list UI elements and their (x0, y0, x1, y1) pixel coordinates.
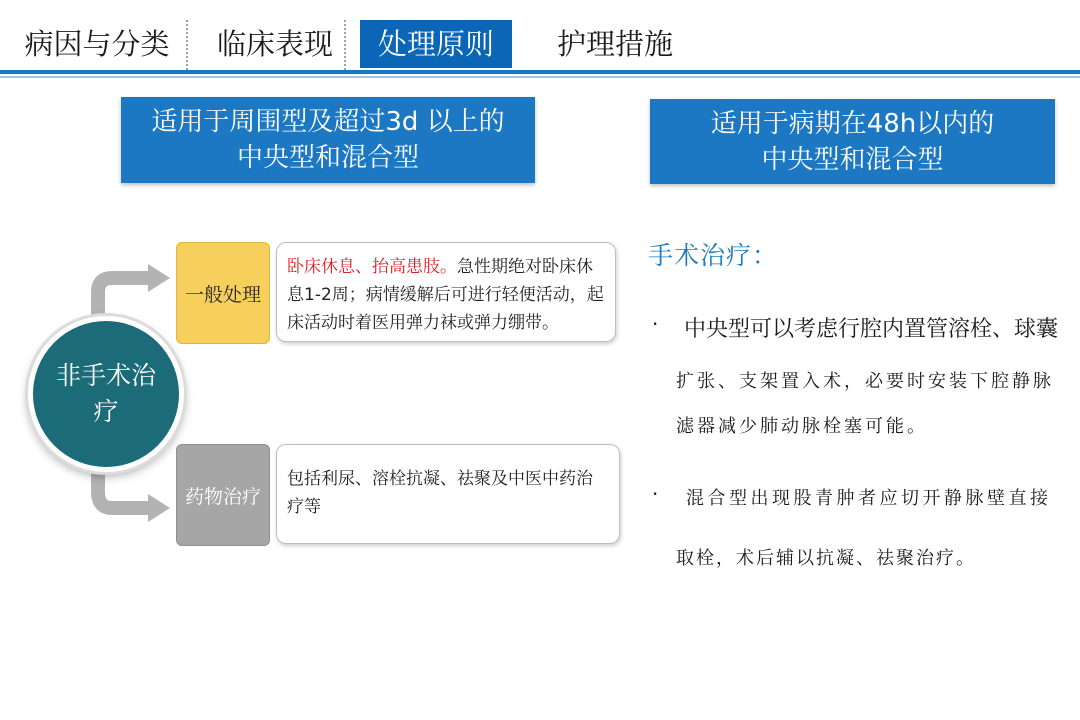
drug-treatment-label: 药物治疗 (176, 444, 270, 546)
surgery-p1-line1: 中央型可以考虑行腔内置管溶栓、球囊 (684, 317, 1059, 342)
general-treatment-desc (276, 242, 616, 342)
arrow-up-icon (98, 278, 150, 320)
arrow-down-head-icon (148, 494, 170, 522)
surgery-p2-line1: 混合型出现股青肿者应切开静脉壁直接 (686, 488, 1052, 509)
surgery-title: 手术治疗： (648, 241, 779, 270)
tab-nursing[interactable]: 护理措施 (556, 27, 673, 61)
arrow-up-head-icon (148, 264, 170, 292)
tab-etiology[interactable]: 病因与分类 (24, 27, 170, 61)
tab-clinical[interactable]: 临床表现 (216, 27, 333, 61)
general-treatment-label: 一般处理 (176, 242, 270, 344)
surgery-p1-line3: 滤器减少肺动脉栓塞可能。 (676, 416, 928, 437)
bullet-1: · (652, 312, 659, 336)
tab-treatment-principles[interactable]: 处理原则 (360, 20, 512, 68)
bullet-2: · (652, 482, 659, 506)
general-highlight-text: 卧床休息、抬高患肢。 (287, 257, 457, 277)
right-header-line2: 中央型和混合型 (761, 144, 944, 175)
left-header-line2: 中央型和混合型 (236, 143, 419, 173)
general-body-text: 急性期绝对卧床休息1-2周；病情缓解后可进行轻便活动，起床活动时着医用弹力袜或弹力绷带。 (287, 257, 604, 333)
surgery-p1-line2: 扩张、支架置入术，必要时安装下腔静脉 (676, 371, 1054, 392)
non-surgical-label: 非手术治疗 (55, 361, 156, 426)
non-surgical-circle (28, 316, 184, 472)
right-header-line1: 适用于病期在48h以内的 (710, 108, 995, 139)
drug-treatment-desc (276, 444, 620, 544)
drug-body-text: 包括利尿、溶栓抗凝、祛聚及中医中药治疗等 (287, 469, 593, 517)
surgery-p2-line2: 取栓，术后辅以抗凝、祛聚治疗。 (676, 548, 976, 569)
left-header-line1: 适用于周围型及超过3d 以上的 (151, 107, 505, 137)
